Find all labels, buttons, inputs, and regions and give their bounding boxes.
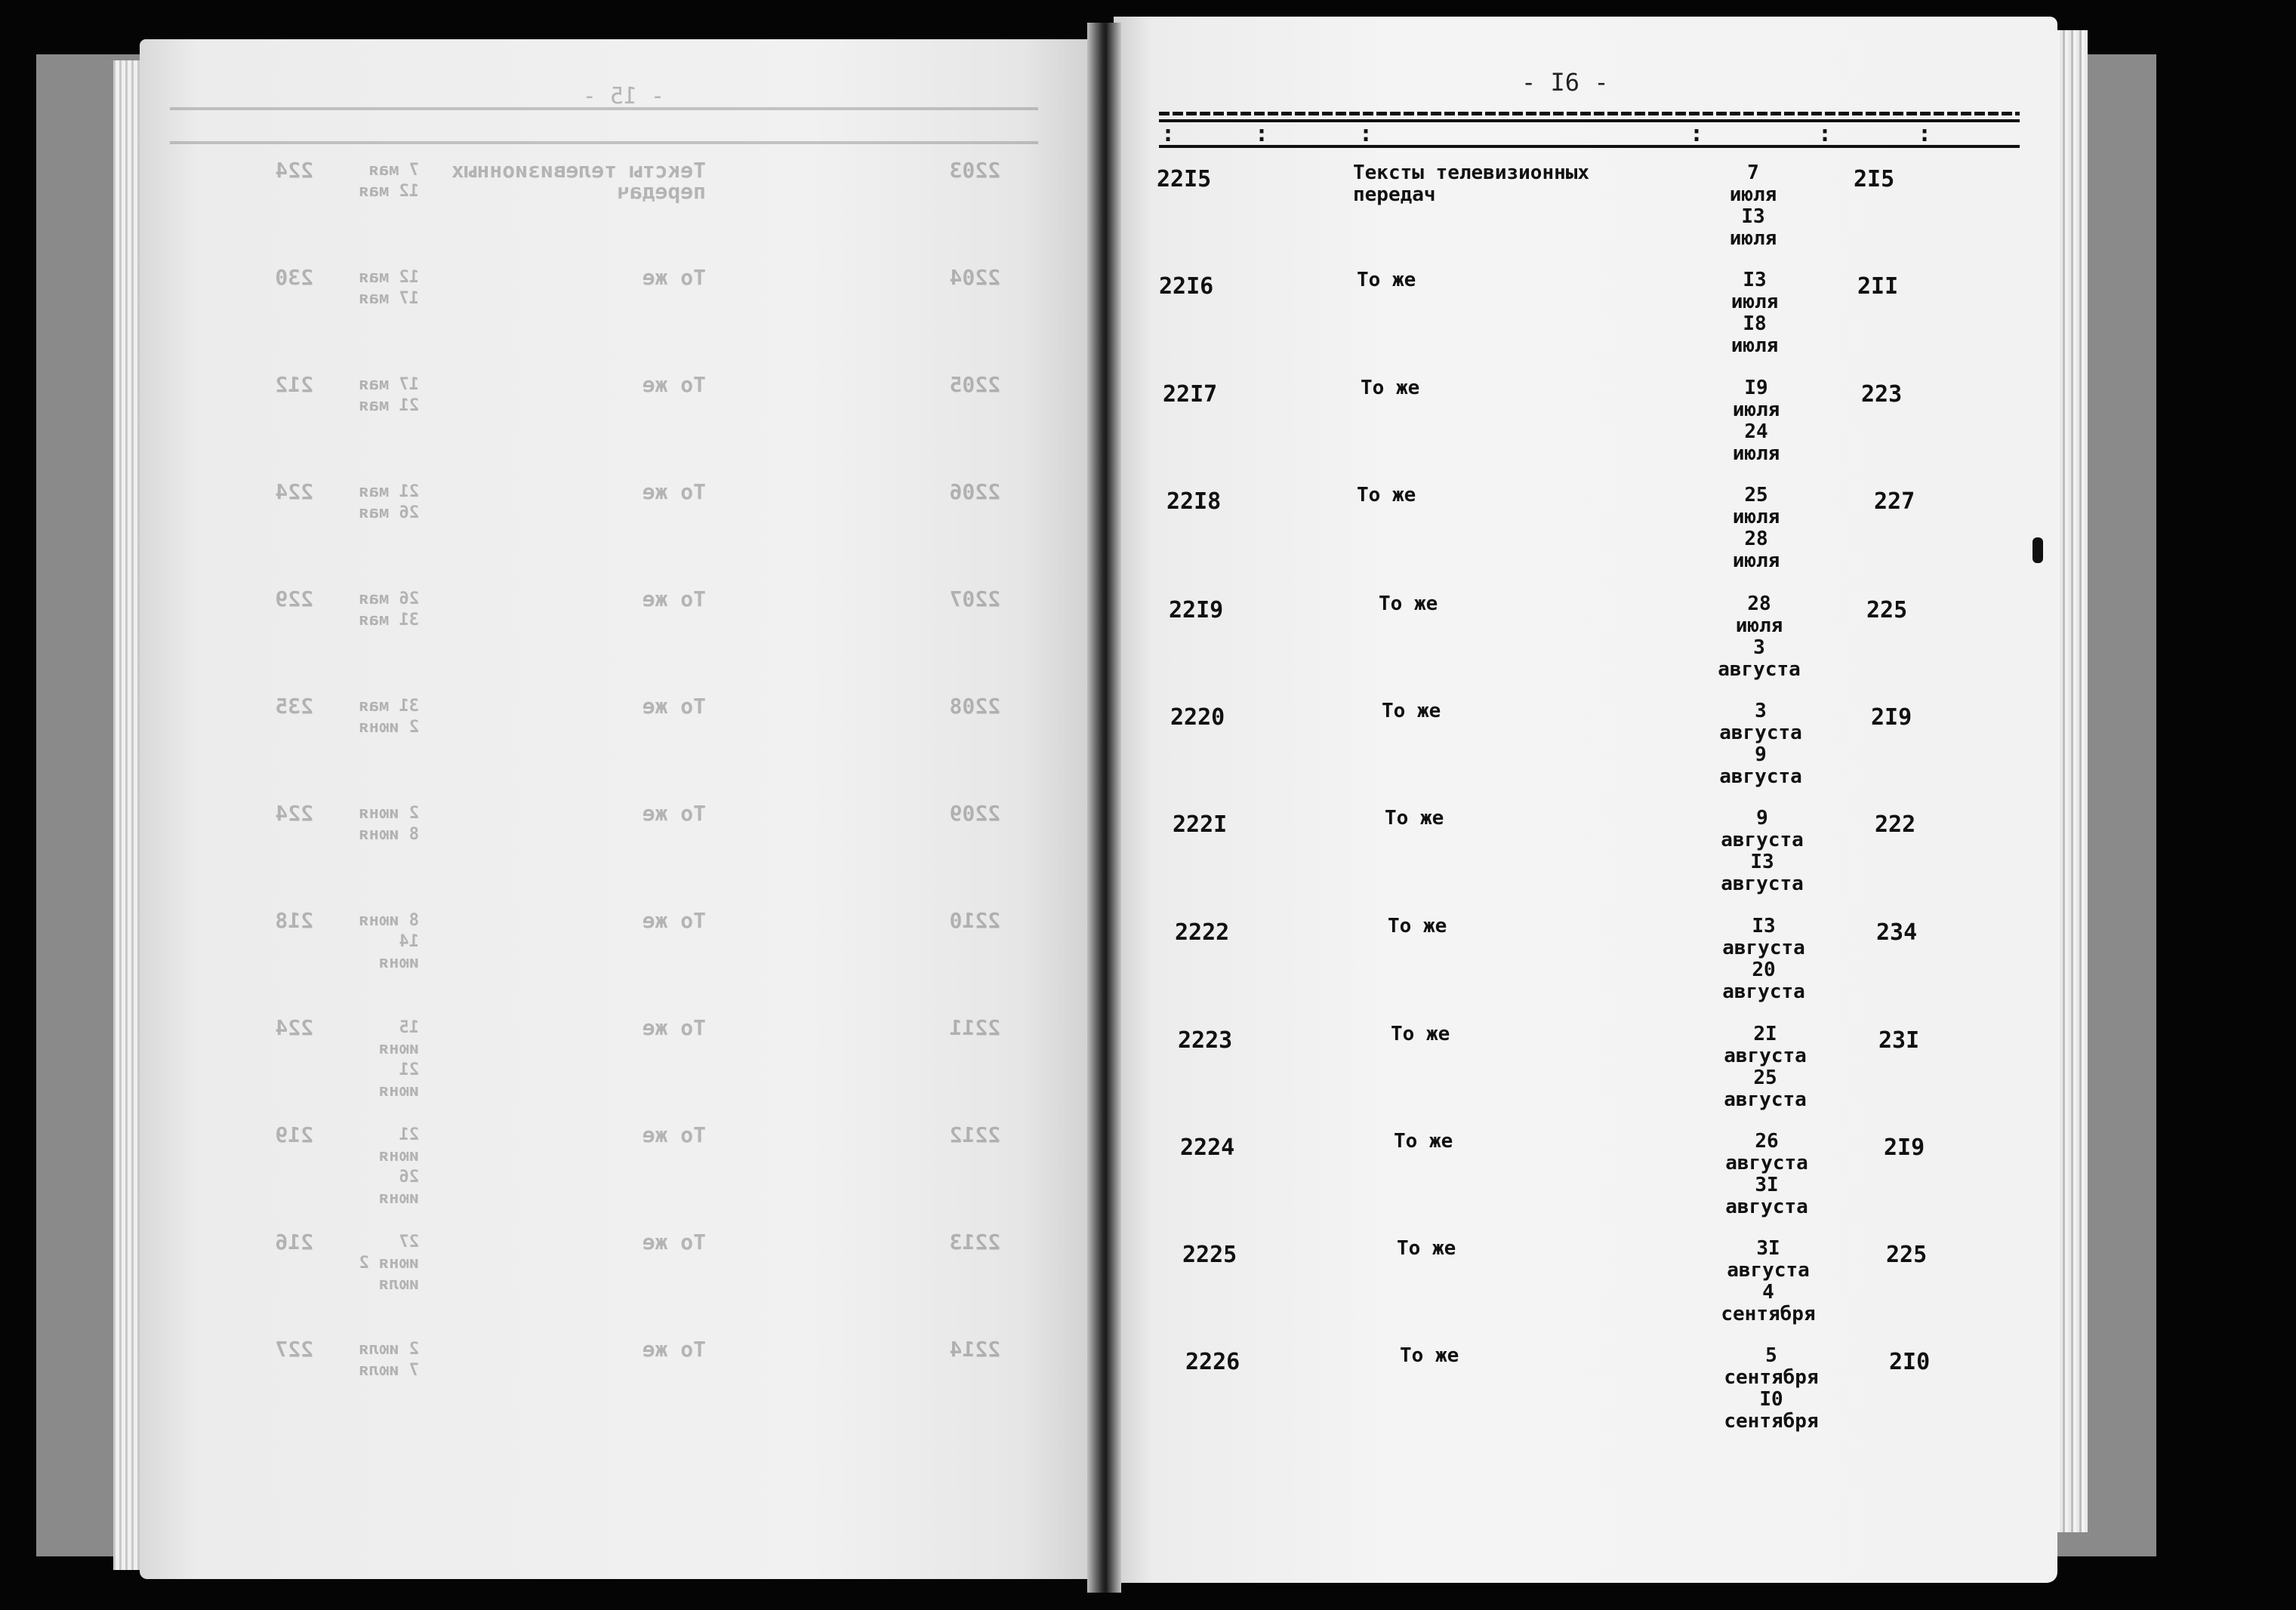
ghost-number: 2212 xyxy=(949,1122,1000,1147)
table-rule-header-bottom xyxy=(1159,145,2020,148)
item-dates: 3 августа 9 августа xyxy=(1719,700,1802,788)
ghost-title: То же xyxy=(642,801,706,826)
table-row xyxy=(0,808,2296,913)
item-title: То же xyxy=(1379,593,1438,615)
item-number: 2226 xyxy=(1185,1349,1240,1375)
item-number: 2220 xyxy=(1170,704,1225,731)
item-title: То же xyxy=(1357,484,1416,506)
ghost-count: 219 xyxy=(275,1122,313,1147)
ghost-count: 224 xyxy=(275,158,313,183)
ghost-number: 2205 xyxy=(949,372,1000,397)
ghost-count: 224 xyxy=(275,479,313,504)
item-sheet-count: 2I9 xyxy=(1871,704,1912,731)
item-number: 2224 xyxy=(1180,1134,1235,1161)
table-row xyxy=(0,1345,2296,1451)
ghost-count: 212 xyxy=(275,372,313,397)
item-number: 22I7 xyxy=(1163,381,1218,408)
item-number: 22I9 xyxy=(1169,597,1224,623)
column-separator: : xyxy=(1359,121,1373,147)
column-separator: : xyxy=(1818,121,1832,147)
ghost-dates: 2 июня 8 июня xyxy=(359,804,419,844)
ghost-dates: 15 июня 21 июня xyxy=(379,1018,419,1101)
item-title: То же xyxy=(1385,807,1444,830)
table-row xyxy=(0,1131,2296,1236)
ghost-dates: 21 июня 26 июня xyxy=(379,1125,419,1208)
ghost-number: 2207 xyxy=(949,586,1000,611)
item-number: 2225 xyxy=(1182,1242,1237,1268)
ghost-title: То же xyxy=(642,1122,706,1147)
ghost-number: 2213 xyxy=(949,1230,1000,1254)
item-number: 222I xyxy=(1173,811,1228,838)
table-rule-top-2 xyxy=(1159,119,2020,122)
ghost-dates: 12 мая 17 мая xyxy=(359,268,419,308)
item-dates: I3 августа 20 августа xyxy=(1722,915,1805,1003)
item-dates: 7 июля I3 июля xyxy=(1729,162,1777,250)
item-dates: I3 июля I8 июля xyxy=(1730,269,1779,357)
left-rule-bottom xyxy=(170,141,1038,144)
ghost-title: То же xyxy=(642,479,706,504)
item-sheet-count: 2I0 xyxy=(1889,1349,1931,1375)
item-number: 22I6 xyxy=(1159,273,1214,300)
item-sheet-count: 225 xyxy=(1886,1242,1928,1268)
ink-speck xyxy=(2032,537,2043,563)
item-number: 22I8 xyxy=(1166,488,1222,515)
item-title: То же xyxy=(1361,377,1420,399)
ghost-dates: 21 мая 26 мая xyxy=(359,482,419,522)
ghost-dates: 31 мая 2 июня xyxy=(359,697,419,737)
item-dates: 28 июля 3 августа xyxy=(1718,593,1801,681)
ghost-title: То же xyxy=(642,265,706,290)
ghost-count: 230 xyxy=(275,265,313,290)
ghost-number: 2203 xyxy=(949,158,1000,183)
item-dates: I9 июля 24 июля xyxy=(1732,377,1780,465)
left-page-number: - 15 - xyxy=(582,83,664,109)
ghost-title: То же xyxy=(642,908,706,933)
item-sheet-count: 2I5 xyxy=(1854,166,1895,192)
table-row xyxy=(0,377,2296,483)
item-title: То же xyxy=(1400,1344,1459,1367)
table-row xyxy=(0,265,2296,375)
page-number: - I6 - xyxy=(1521,68,1609,97)
ghost-count: 227 xyxy=(275,1337,313,1362)
item-sheet-count: 223 xyxy=(1861,381,1903,408)
item-title: Тексты телевизионных передач xyxy=(1353,162,1590,206)
item-dates: 2I августа 25 августа xyxy=(1724,1023,1807,1111)
ghost-number: 2204 xyxy=(949,265,1000,290)
ghost-count: 235 xyxy=(275,694,313,719)
item-title: То же xyxy=(1397,1237,1456,1260)
ghost-title: То же xyxy=(642,694,706,719)
ghost-count: 229 xyxy=(275,586,313,611)
ghost-count: 216 xyxy=(275,1230,313,1254)
item-number: 22I5 xyxy=(1157,166,1212,192)
table-row xyxy=(0,700,2296,806)
ghost-title: То же xyxy=(642,1230,706,1254)
item-sheet-count: 2II xyxy=(1857,273,1899,300)
left-rule-top xyxy=(170,107,1038,110)
item-sheet-count: 227 xyxy=(1874,488,1915,515)
column-separator: : xyxy=(1918,121,1932,147)
item-number: 2222 xyxy=(1175,919,1230,946)
item-dates: 9 августа I3 августа xyxy=(1721,807,1804,895)
item-sheet-count: 23I xyxy=(1878,1027,1920,1054)
ghost-number: 2209 xyxy=(949,801,1000,826)
item-dates: 25 июля 28 июля xyxy=(1732,484,1780,572)
table-row xyxy=(0,1238,2296,1344)
item-title: То же xyxy=(1388,915,1447,937)
item-title: То же xyxy=(1394,1130,1453,1153)
item-sheet-count: 234 xyxy=(1876,919,1918,946)
table-row xyxy=(0,1024,2296,1129)
column-separator: : xyxy=(1255,121,1269,147)
ghost-title: То же xyxy=(642,372,706,397)
ghost-number: 2208 xyxy=(949,694,1000,719)
ghost-count: 218 xyxy=(275,908,313,933)
ghost-count: 224 xyxy=(275,1015,313,1040)
item-sheet-count: 222 xyxy=(1875,811,1916,838)
ghost-dates: 8 июня 14 июня xyxy=(359,911,419,972)
ghost-dates: 7 мая 12 мая xyxy=(359,161,419,201)
item-title: То же xyxy=(1391,1023,1450,1045)
ghost-title: Тексты телевизионных передач xyxy=(451,158,706,204)
ghost-number: 2214 xyxy=(949,1337,1000,1362)
ghost-number: 2210 xyxy=(949,908,1000,933)
ghost-number: 2211 xyxy=(949,1015,1000,1040)
ghost-dates: 2 июля 7 июля xyxy=(359,1340,419,1380)
ghost-number: 2206 xyxy=(949,479,1000,504)
item-title: То же xyxy=(1357,269,1416,291)
item-dates: 3I августа 4 сентября xyxy=(1721,1237,1816,1325)
item-dates: 5 сентября I0 сентября xyxy=(1724,1344,1819,1433)
table-row xyxy=(0,593,2296,699)
ghost-count: 224 xyxy=(275,801,313,826)
table-rule-top xyxy=(1159,112,2020,115)
item-number: 2223 xyxy=(1178,1027,1233,1054)
table-row xyxy=(0,158,2296,268)
table-row xyxy=(0,916,2296,1021)
item-dates: 26 августа 3I августа xyxy=(1725,1130,1808,1218)
column-separator: : xyxy=(1161,121,1176,147)
ghost-dates: 26 мая 31 мая xyxy=(359,590,419,630)
ghost-title: То же xyxy=(642,586,706,611)
ghost-dates: 27 июня 2 июля xyxy=(359,1233,419,1294)
ghost-dates: 17 мая 21 мая xyxy=(359,375,419,415)
ghost-title: То же xyxy=(642,1337,706,1362)
item-title: То же xyxy=(1382,700,1441,722)
column-separator: : xyxy=(1690,121,1704,147)
item-sheet-count: 2I9 xyxy=(1884,1134,1925,1161)
item-sheet-count: 225 xyxy=(1866,597,1908,623)
ghost-title: То же xyxy=(642,1015,706,1040)
table-row xyxy=(0,485,2296,590)
